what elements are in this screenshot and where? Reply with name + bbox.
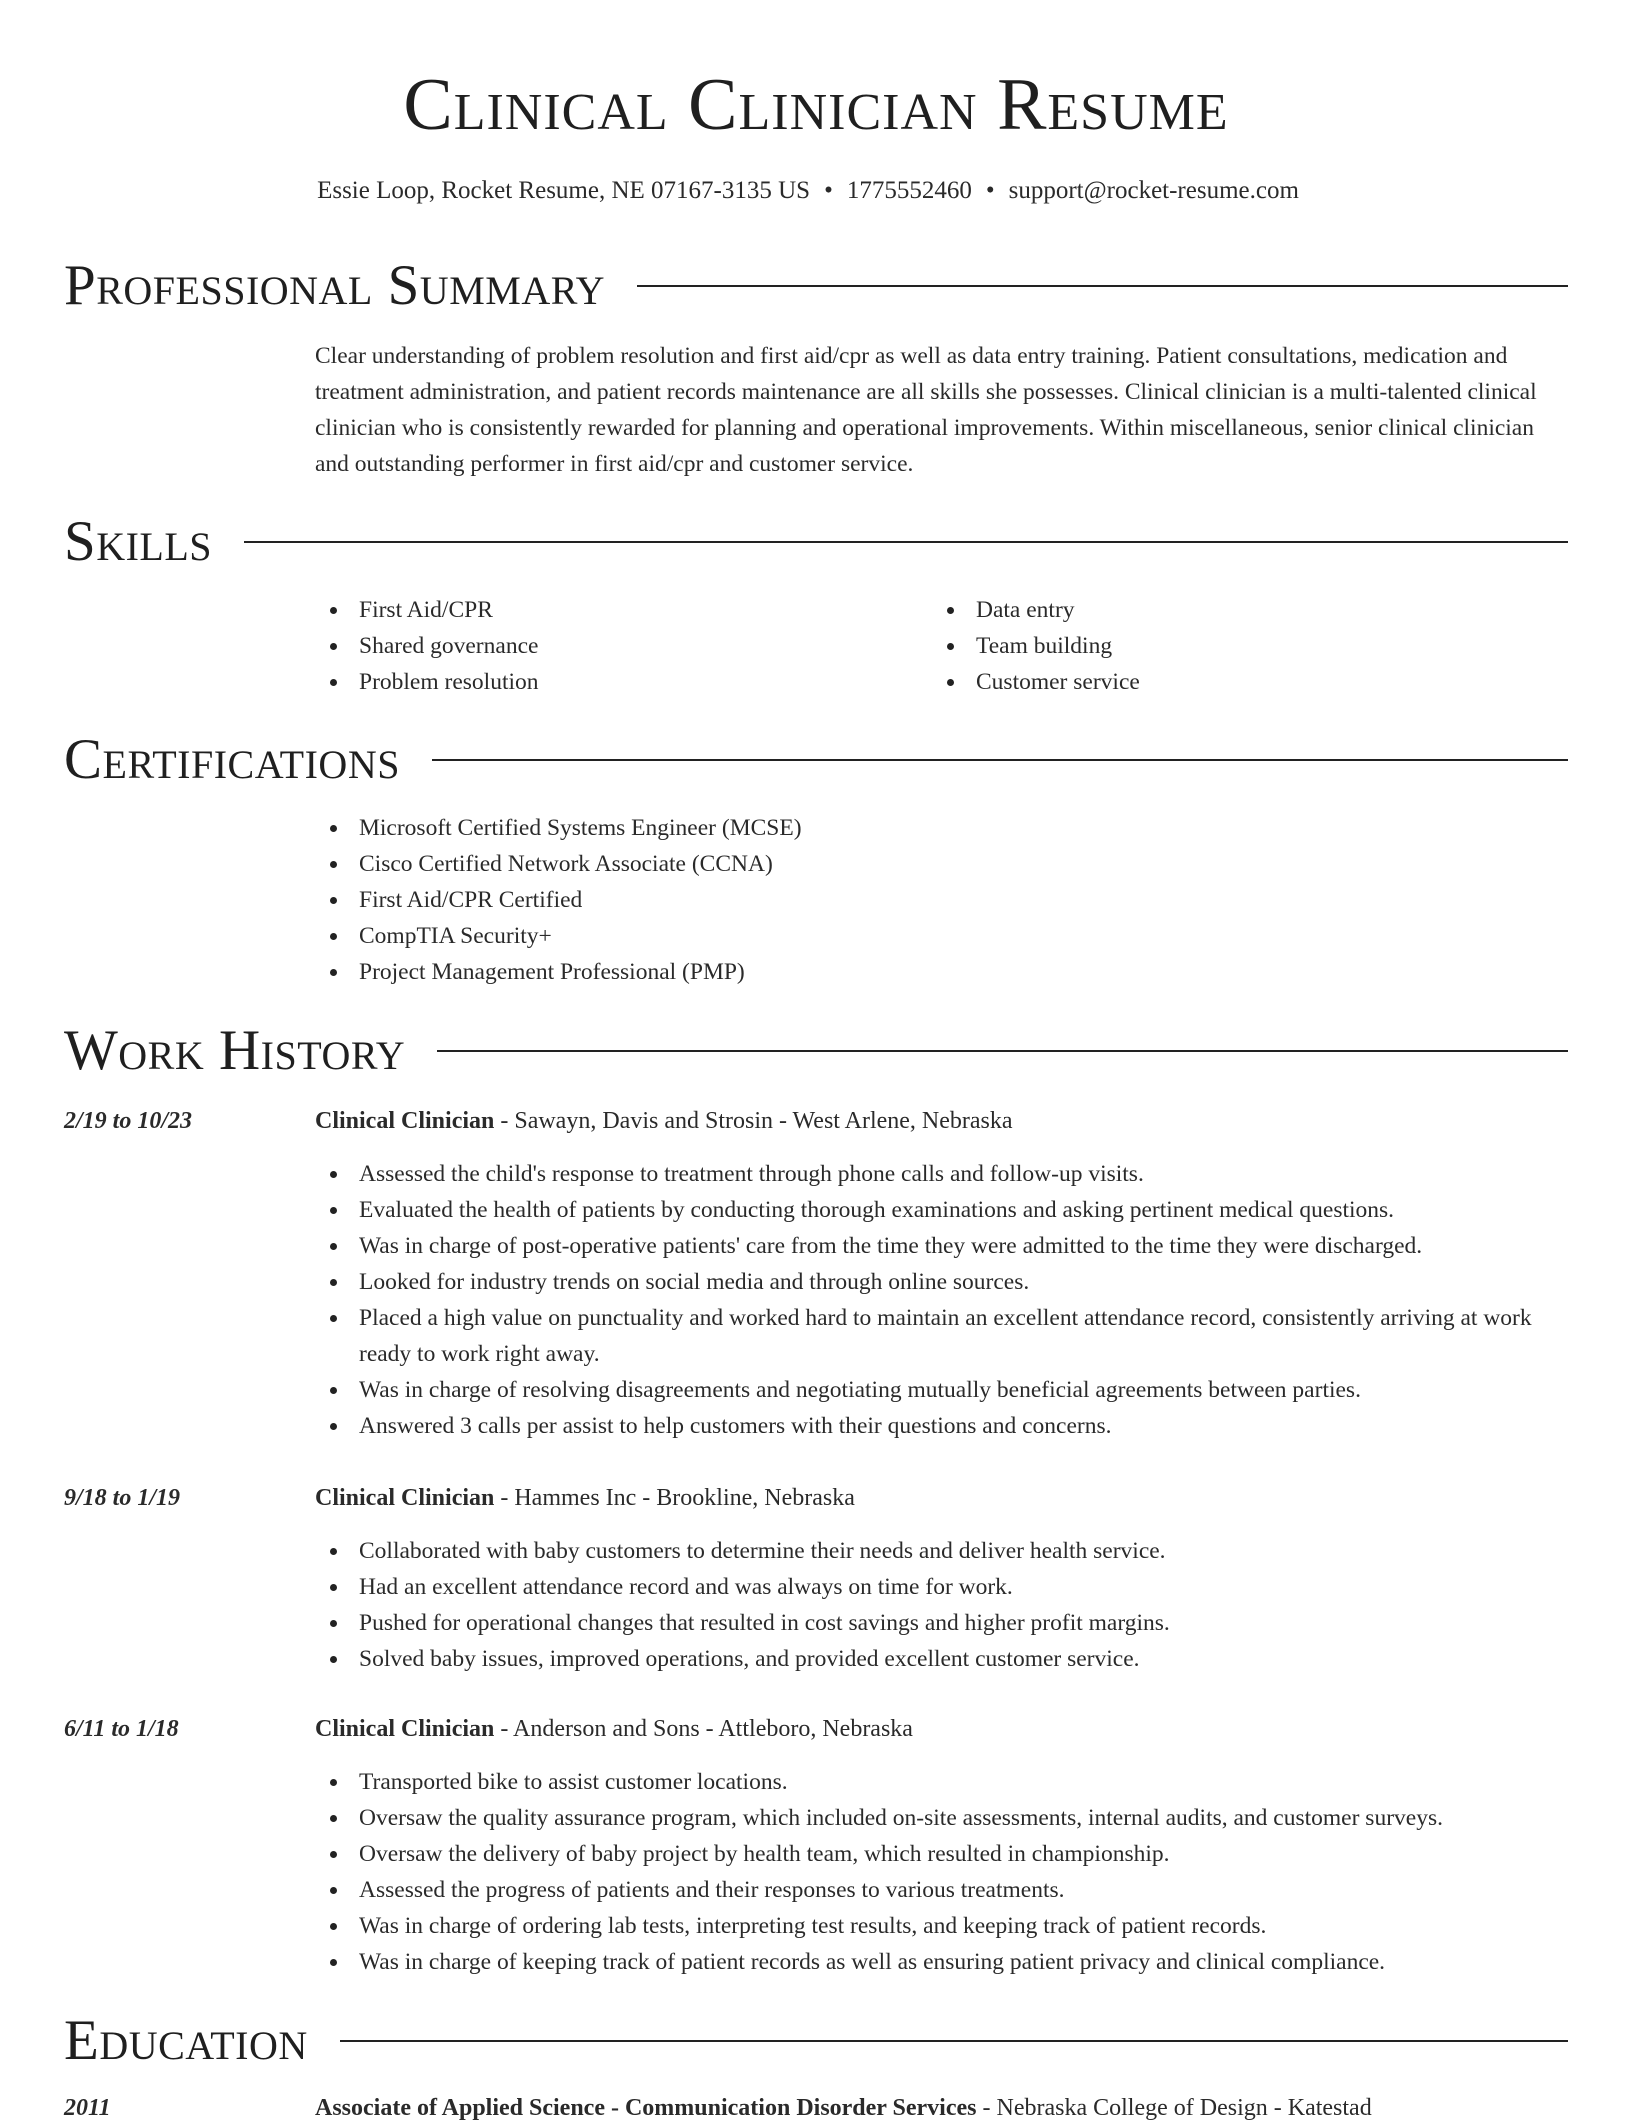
job-employer: - Anderson and Sons - Attleboro, Nebraska bbox=[494, 1716, 913, 1742]
education-year: 2011 bbox=[64, 2095, 111, 2121]
job-bullet: Solved baby issues, improved operations, and provided excellent customer service. bbox=[315, 1641, 1568, 1677]
certification-item: CompTIA Security+ bbox=[315, 918, 1568, 954]
skills-column-right bbox=[932, 592, 1492, 700]
job-title: Clinical Clinician bbox=[315, 1108, 495, 1134]
work-history-heading: Work History bbox=[64, 1019, 406, 1082]
skill-item: Data entry bbox=[932, 592, 1492, 628]
certification-item: Project Management Professional (PMP) bbox=[315, 954, 1568, 990]
job-heading bbox=[315, 1711, 1568, 1747]
job-heading bbox=[315, 1103, 1568, 1139]
job-heading bbox=[315, 1480, 1568, 1516]
job-employer: - Hammes Inc - Brookline, Nebraska bbox=[494, 1485, 855, 1511]
job-bullet: Transported bike to assist customer locations. bbox=[315, 1764, 1568, 1800]
contact-phone: 1775552460 bbox=[846, 177, 972, 204]
summary-heading: Professional Summary bbox=[64, 254, 606, 317]
job-bullet: Pushed for operational changes that resulted in cost savings and higher profit margins. bbox=[315, 1605, 1568, 1641]
job-bullet: Was in charge of resolving disagreements and negotiating mutually beneficial agreements between parties. bbox=[315, 1372, 1568, 1408]
job-bullet: Collaborated with baby customers to determine their needs and deliver health service. bbox=[315, 1533, 1568, 1569]
skill-item: Team building bbox=[932, 628, 1492, 664]
job-bullet: Answered 3 calls per assist to help customers with their questions and concerns. bbox=[315, 1408, 1568, 1444]
job-dates: 9/18 to 1/19 bbox=[64, 1485, 181, 1511]
job-bullet: Evaluated the health of patients by conducting thorough examinations and asking pertinent medical questions. bbox=[315, 1192, 1568, 1228]
section-divider bbox=[432, 759, 1568, 761]
education-heading: Education bbox=[64, 2009, 308, 2072]
education-section-header bbox=[64, 2006, 1568, 2076]
summary-text: Clear understanding of problem resolution and first aid/cpr as well as data entry training. Patient consultations, medication and treatment administration, and patient records maintenance are all skills she possesses. Clinical clinician is a multi-talented clinical clinician who is consistently rewarded for planning and operational improvements. Within miscellaneous, senior clinical clinician and outstanding performer in first aid/cpr and customer service. bbox=[315, 343, 1537, 477]
skills-column-left bbox=[315, 592, 875, 700]
job-bullet: Had an excellent attendance record and was always on time for work. bbox=[315, 1569, 1568, 1605]
job-bullet: Assessed the child's response to treatment through phone calls and follow-up visits. bbox=[315, 1156, 1568, 1192]
skills-section-header bbox=[64, 507, 1568, 577]
certifications-heading: Certifications bbox=[64, 728, 400, 791]
contact-separator: • bbox=[985, 177, 995, 204]
skill-item: Shared governance bbox=[315, 628, 875, 664]
contact-line bbox=[0, 174, 1616, 208]
job-bullet: Looked for industry trends on social media and through online sources. bbox=[315, 1264, 1568, 1300]
contact-address: Essie Loop, Rocket Resume, NE 07167-3135 US bbox=[317, 177, 811, 204]
job-bullet: Was in charge of ordering lab tests, interpreting test results, and keeping track of patient records. bbox=[315, 1908, 1568, 1944]
job-bullet: Assessed the progress of patients and their responses to various treatments. bbox=[315, 1872, 1568, 1908]
summary-section-header bbox=[64, 251, 1568, 321]
certifications-list bbox=[315, 810, 1568, 990]
contact-email[interactable]: support@rocket-resume.com bbox=[1008, 177, 1299, 204]
job-title: Clinical Clinician bbox=[315, 1716, 495, 1742]
resume-title: Clinical Clinician Resume bbox=[403, 64, 1229, 146]
skill-item: First Aid/CPR bbox=[315, 592, 875, 628]
job-bullet: Oversaw the quality assurance program, which included on-site assessments, internal audits, and customer surveys. bbox=[315, 1800, 1568, 1836]
contact-separator: • bbox=[824, 177, 833, 204]
education-degree: Associate of Applied Science - Communication Disorder Services bbox=[315, 2095, 977, 2121]
job-dates: 2/19 to 10/23 bbox=[64, 1108, 193, 1134]
section-divider bbox=[637, 285, 1568, 287]
job-bullet: Was in charge of post-operative patients' care from the time they were admitted to the time they were discharged. bbox=[315, 1228, 1568, 1264]
job-bullet: Placed a high value on punctuality and worked hard to maintain an excellent attendance record, consistently arriving at work ready to work right away. bbox=[315, 1300, 1568, 1372]
certification-item: Microsoft Certified Systems Engineer (MCSE) bbox=[315, 810, 1568, 846]
certifications-section-header bbox=[64, 725, 1568, 795]
education-school: - Nebraska College of Design - Katestad bbox=[976, 2095, 1372, 2121]
skills-heading: Skills bbox=[64, 510, 213, 573]
job-employer: - Sawayn, Davis and Strosin - West Arlene, Nebraska bbox=[494, 1108, 1013, 1134]
job-title: Clinical Clinician bbox=[315, 1485, 495, 1511]
job-bullet: Oversaw the delivery of baby project by health team, which resulted in championship. bbox=[315, 1836, 1568, 1872]
certification-item: First Aid/CPR Certified bbox=[315, 882, 1568, 918]
section-divider bbox=[244, 541, 1568, 543]
certification-item: Cisco Certified Network Associate (CCNA) bbox=[315, 846, 1568, 882]
job-bullet: Was in charge of keeping track of patient records as well as ensuring patient privacy and clinical compliance. bbox=[315, 1944, 1568, 1980]
skill-item: Customer service bbox=[932, 664, 1492, 700]
section-divider bbox=[340, 2040, 1568, 2042]
skill-item: Problem resolution bbox=[315, 664, 875, 700]
job-dates: 6/11 to 1/18 bbox=[64, 1716, 179, 1742]
education-heading-line bbox=[315, 2090, 1568, 2126]
section-divider bbox=[437, 1050, 1568, 1052]
work-history-section-header bbox=[64, 1016, 1568, 1086]
